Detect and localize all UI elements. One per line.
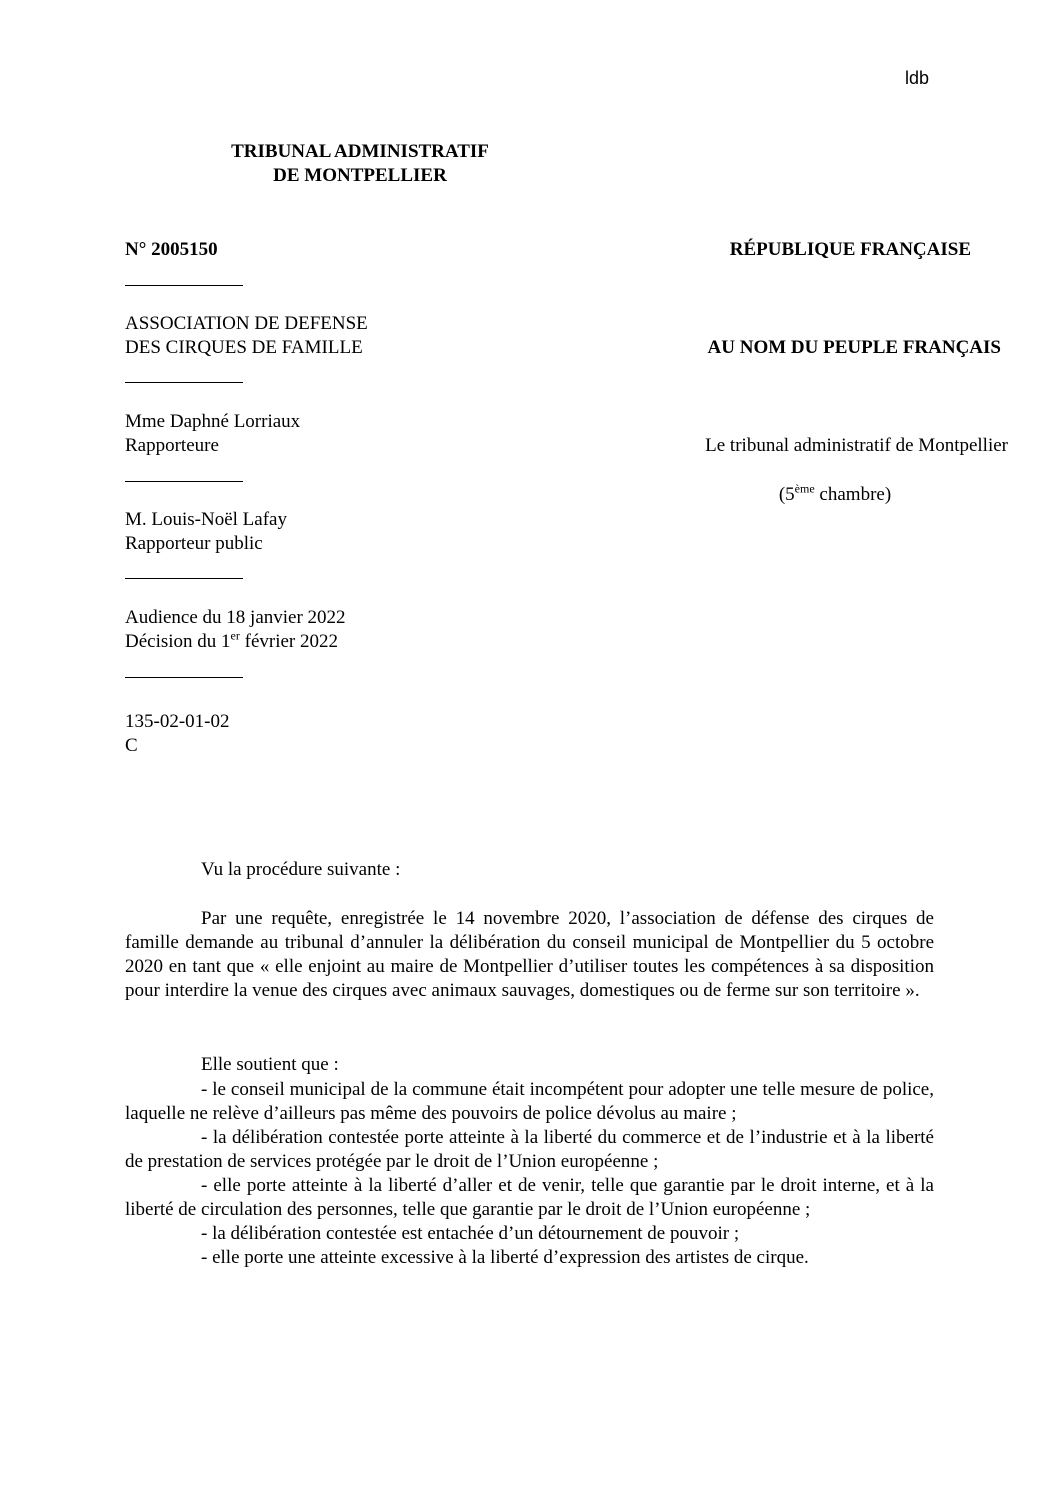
rapporteur-block [125,410,300,458]
classification-letter: C [125,735,138,756]
argument-item: - elle porte atteinte à la liberté d’aller et de venir, telle que garantie par le droit interne, et à la liberté de circulation des personnes, telle que garantie par le droit de l’Union européenne ; [125,1175,934,1220]
public-rapporteur-role: Rapporteur public [125,533,263,554]
party-name-line2: DES CIRQUES DE FAMILLE [125,337,363,358]
tribunal-label: Le tribunal administratif de Montpellier [705,435,1008,456]
hearing-date: Audience du 18 janvier 2022 [125,607,346,628]
rapporteur-role: Rapporteure [125,435,219,456]
court-heading-line2: DE MONTPELLIER [273,165,447,186]
decision-date-sup: er [230,628,240,643]
separator-line [125,578,243,579]
party-name-line1: ASSOCIATION DE DEFENSE [125,313,368,334]
separator-line [125,382,243,383]
request-paragraph: Par une requête, enregistrée le 14 novembre 2020, l’association de défense des cirques de famille demande au tribunal d’annuler la délibération du conseil municipal de Montpellier du 5 octobre 2020 en tant que « elle enjoint au maire de Montpellier d’utiliser toutes les compétences à sa disposition pour interdire la venue des cirques avec animaux sauvages, domestiques ou de ferme sur son territoire ». [125,908,934,1001]
chamber-suffix: chambre) [814,484,892,505]
argues-heading: Elle soutient que : [201,1054,339,1075]
procedure-intro: Vu la procédure suivante : [201,859,401,880]
court-heading-line1: TRIBUNAL ADMINISTRATIF [231,141,489,162]
chamber-prefix: (5 [778,484,795,505]
arguments-list [125,1078,934,1270]
argument-item: - la délibération contestée porte atteinte à la liberté du commerce et de l’industrie et à la liberté de prestation de services protégée par le droit de l’Union européenne ; [125,1127,934,1172]
party-name [125,312,368,360]
people-heading: AU NOM DU PEUPLE FRANÇAIS [707,337,1001,358]
chamber-label [700,483,970,507]
separator-line [125,677,243,678]
court-heading [190,140,530,188]
separator-line [125,481,243,482]
document-initials: ldb [905,68,930,88]
argument-item: - le conseil municipal de la commune était incompétent pour adopter une telle mesure de police, laquelle ne relève d’ailleurs pas même des pouvoirs de police dévolus au maire ; [125,1079,934,1124]
argument-item: - la délibération contestée est entachée d’un détournement de pouvoir ; [201,1223,740,1244]
rapporteur-name: Mme Daphné Lorriaux [125,411,301,432]
chamber-sup: ème [794,481,815,496]
public-rapporteur-name: M. Louis-Noël Lafay [125,509,287,530]
decision-date-suffix: février 2022 [239,631,339,652]
argument-item: - elle porte une atteinte excessive à la liberté d’expression des artistes de cirque. [201,1247,809,1268]
classification-block [125,710,229,758]
republic-heading: RÉPUBLIQUE FRANÇAISE [729,239,971,260]
separator-line [125,285,243,286]
classification-code: 135-02-01-02 [125,711,230,732]
decision-date-prefix: Décision du 1 [125,631,231,652]
public-rapporteur-block [125,508,287,556]
dates-block [125,606,346,654]
decision-date [125,630,346,654]
case-number: N° 2005150 [125,239,218,260]
